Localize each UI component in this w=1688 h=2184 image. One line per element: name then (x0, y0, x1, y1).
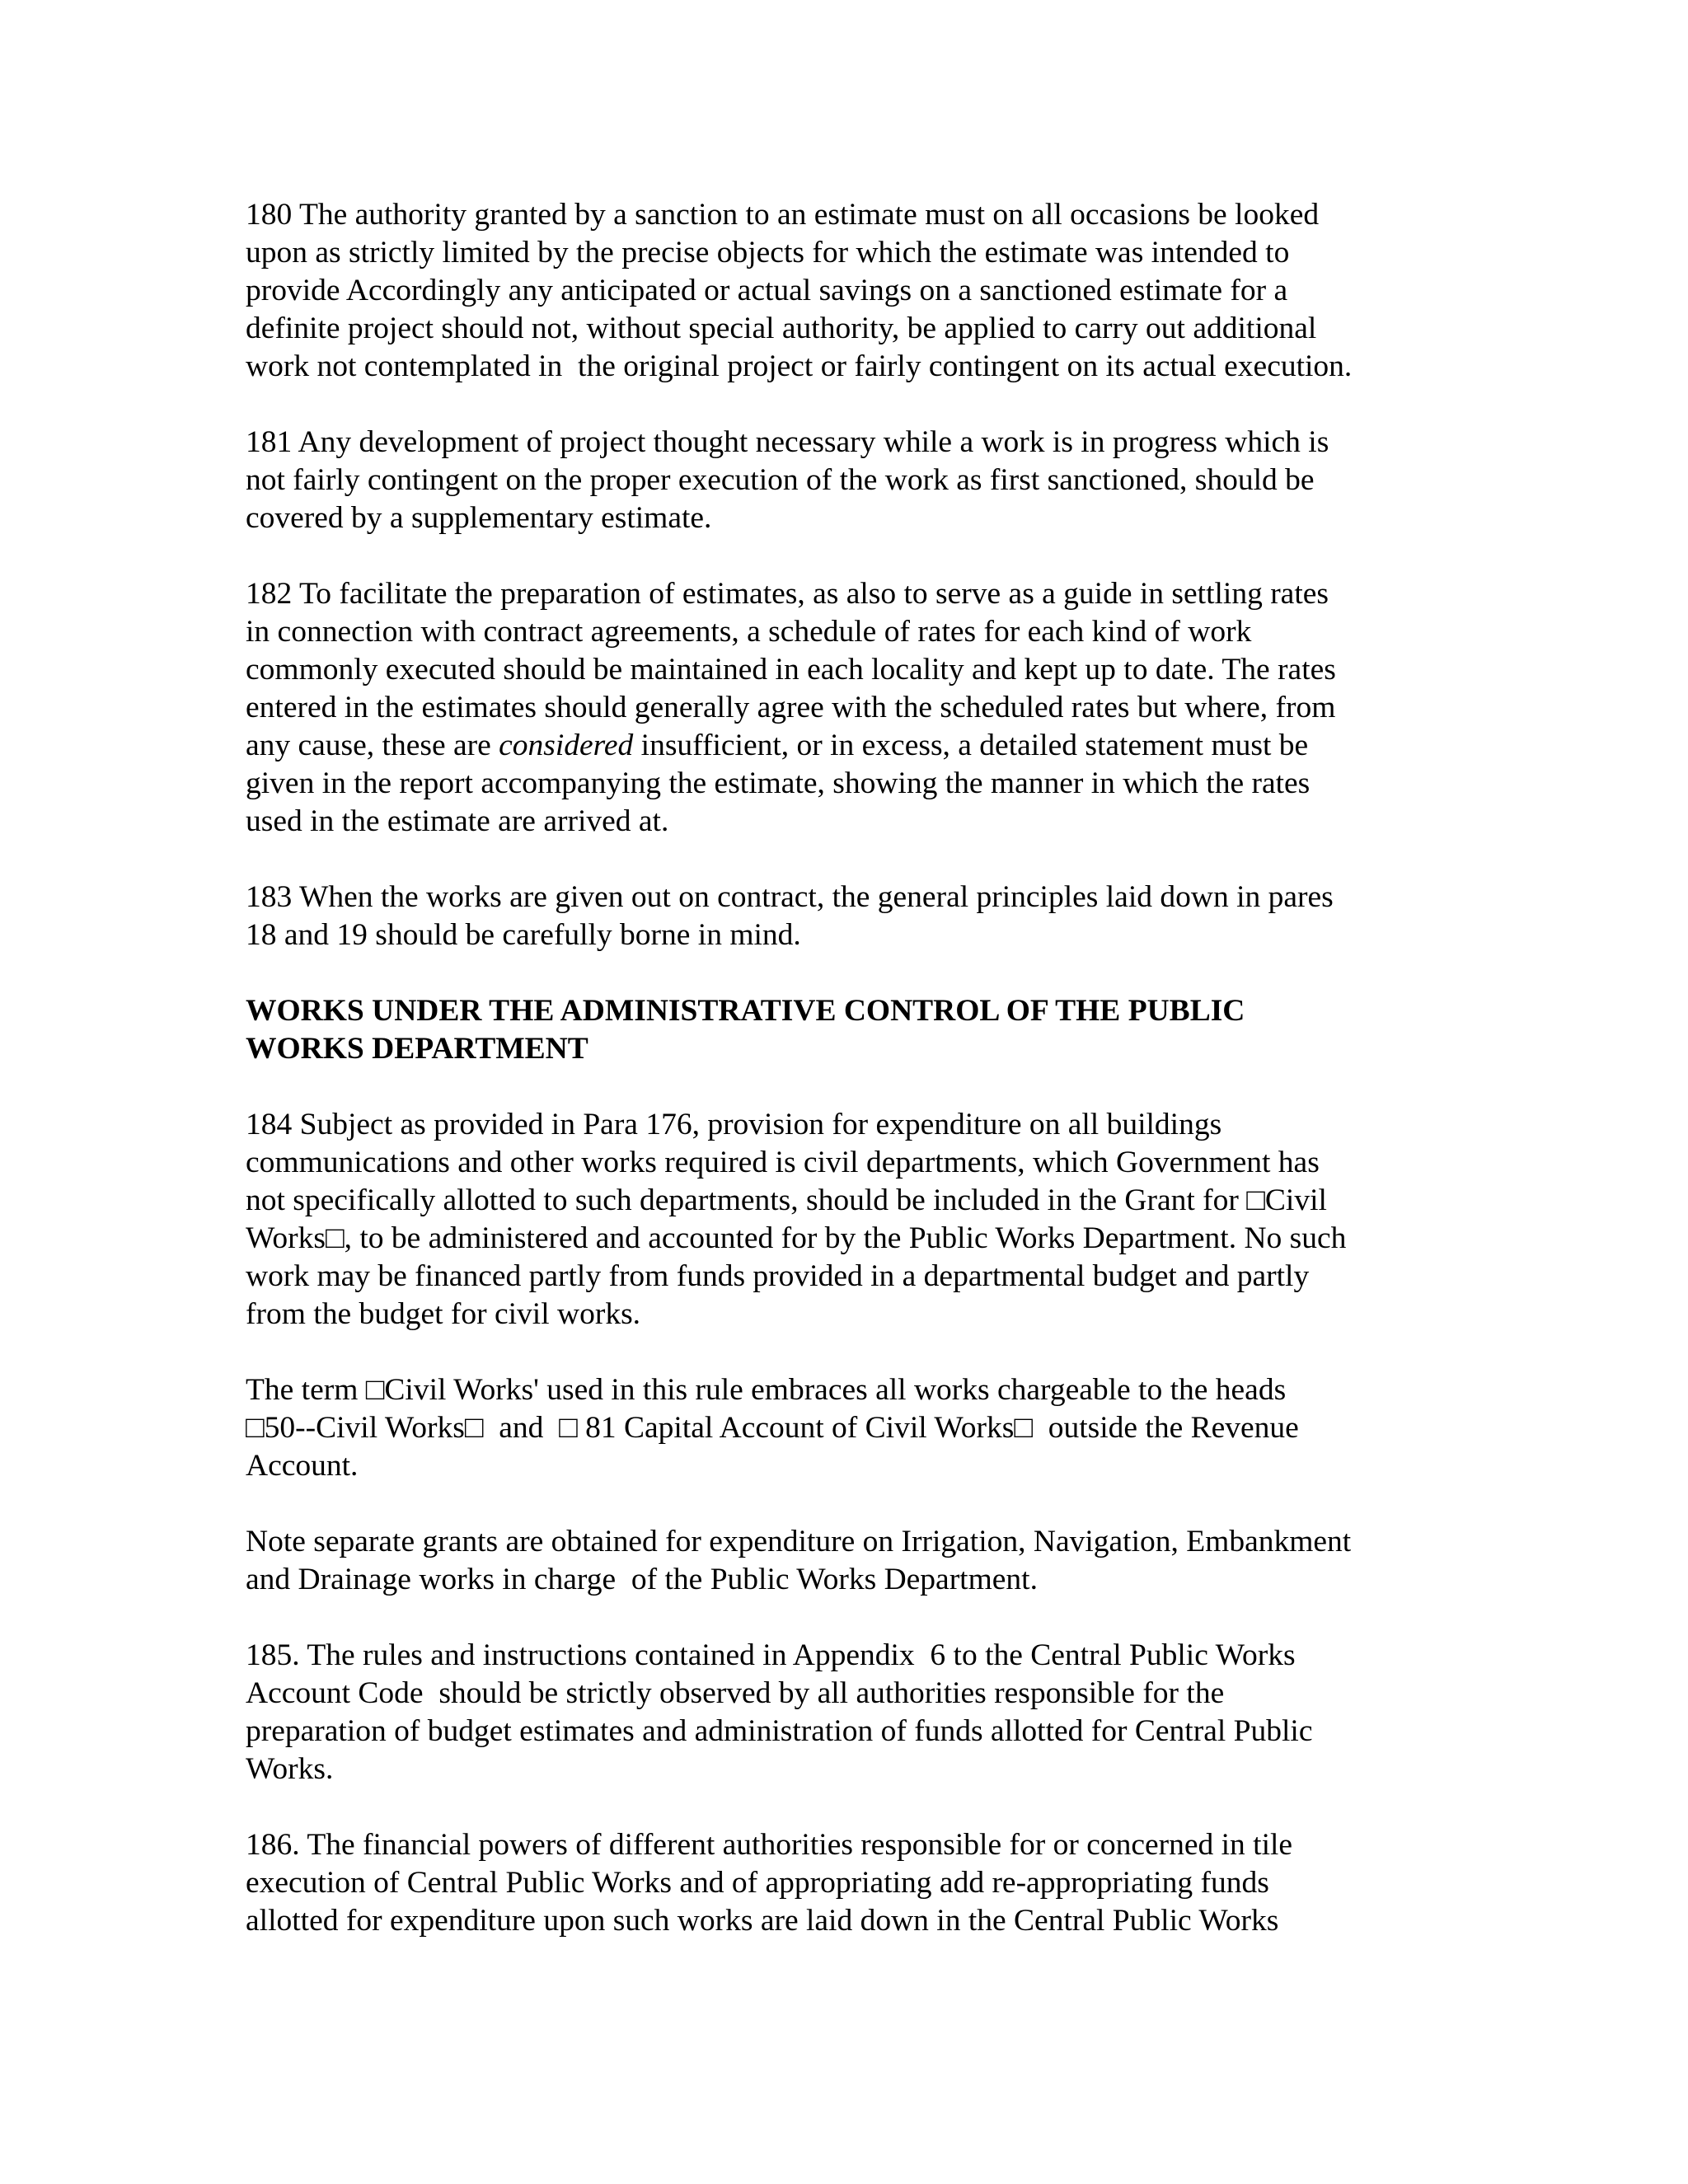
text-line: entered in the estimates should generally agree with the scheduled rates but where, from (246, 691, 1336, 724)
text-line: □50--Civil Works□ and □ 81 Capital Account of Civil Works□ outside the Revenue (246, 1411, 1299, 1445)
paragraph-note (246, 1523, 1465, 1599)
paragraph-186 (246, 1826, 1465, 1940)
text-line: Account. (246, 1449, 359, 1483)
text-line: commonly executed should be maintained in each locality and kept up to date. The rates (246, 653, 1336, 687)
paragraph-term-definition (246, 1371, 1465, 1485)
text-line: not fairly contingent on the proper execution of the work as first sanctioned, should be (246, 463, 1315, 497)
text-line: covered by a supplementary estimate. (246, 501, 712, 535)
text-run: any cause, these are (246, 729, 499, 762)
text-line: allotted for expenditure upon such works are laid down in the Central Public Works (246, 1904, 1279, 1938)
text-line: Works□, to be administered and accounted for by the Public Works Department. No such (246, 1221, 1347, 1255)
heading-line: WORKS DEPARTMENT (246, 1032, 588, 1066)
paragraph-180 (246, 196, 1465, 386)
text-line: given in the report accompanying the estimate, showing the manner in which the rates (246, 766, 1311, 800)
text-line-with-emphasis (246, 727, 1465, 765)
text-line: The term □Civil Works' used in this rule embraces all works chargeable to the heads (246, 1373, 1287, 1407)
text-line: work not contemplated in the original project or fairly contingent on its actual execution. (246, 349, 1353, 383)
text-line: execution of Central Public Works and of appropriating add re-appropriating funds (246, 1866, 1269, 1900)
section-heading (246, 992, 1465, 1068)
text-line: in connection with contract agreements, a schedule of rates for each kind of work (246, 615, 1252, 649)
text-line: 18 and 19 should be carefully borne in mind. (246, 918, 801, 952)
emphasized-word: considered (499, 729, 634, 762)
paragraph-183 (246, 879, 1465, 954)
text-line: 185. The rules and instructions contained in Appendix 6 to the Central Public Works (246, 1638, 1296, 1672)
text-line: Note separate grants are obtained for expenditure on Irrigation, Navigation, Embankment (246, 1525, 1352, 1558)
text-line: 180 The authority granted by a sanction to an estimate must on all occasions be looked (246, 198, 1320, 232)
text-line: upon as strictly limited by the precise objects for which the estimate was intended to (246, 236, 1290, 269)
text-line: 184 Subject as provided in Para 176, provision for expenditure on all buildings (246, 1108, 1222, 1141)
text-line: provide Accordingly any anticipated or actual savings on a sanctioned estimate for a (246, 274, 1288, 307)
text-line: 181 Any development of project thought necessary while a work is in progress which is (246, 425, 1329, 459)
heading-line: WORKS UNDER THE ADMINISTRATIVE CONTROL OF THE PUBLIC (246, 994, 1245, 1028)
paragraph-181 (246, 424, 1465, 537)
text-line: communications and other works required is civil departments, which Government has (246, 1146, 1320, 1179)
paragraph-184 (246, 1106, 1465, 1333)
text-line: work may be financed partly from funds provided in a departmental budget and partly (246, 1259, 1310, 1293)
text-line: definite project should not, without special authority, be applied to carry out additional (246, 312, 1317, 345)
text-line: Works. (246, 1752, 334, 1786)
text-line: Account Code should be strictly observed by all authorities responsible for the (246, 1676, 1225, 1710)
text-line: 186. The financial powers of different authorities responsible for or concerned in tile (246, 1828, 1293, 1862)
text-line: 183 When the works are given out on contract, the general principles laid down in pares (246, 880, 1334, 914)
paragraph-185 (246, 1637, 1465, 1788)
document-page (246, 196, 1465, 1978)
text-line: from the budget for civil works. (246, 1297, 641, 1331)
text-run: insufficient, or in excess, a detailed statement must be (633, 729, 1309, 762)
text-line: used in the estimate are arrived at. (246, 804, 669, 838)
text-line: and Drainage works in charge of the Public Works Department. (246, 1563, 1038, 1596)
text-line: 182 To facilitate the preparation of estimates, as also to serve as a guide in settling rates (246, 577, 1329, 611)
paragraph-182 (246, 575, 1465, 841)
text-line: preparation of budget estimates and administration of funds allotted for Central Public (246, 1714, 1313, 1748)
text-line: not specifically allotted to such departments, should be included in the Grant for □Civil (246, 1183, 1327, 1217)
